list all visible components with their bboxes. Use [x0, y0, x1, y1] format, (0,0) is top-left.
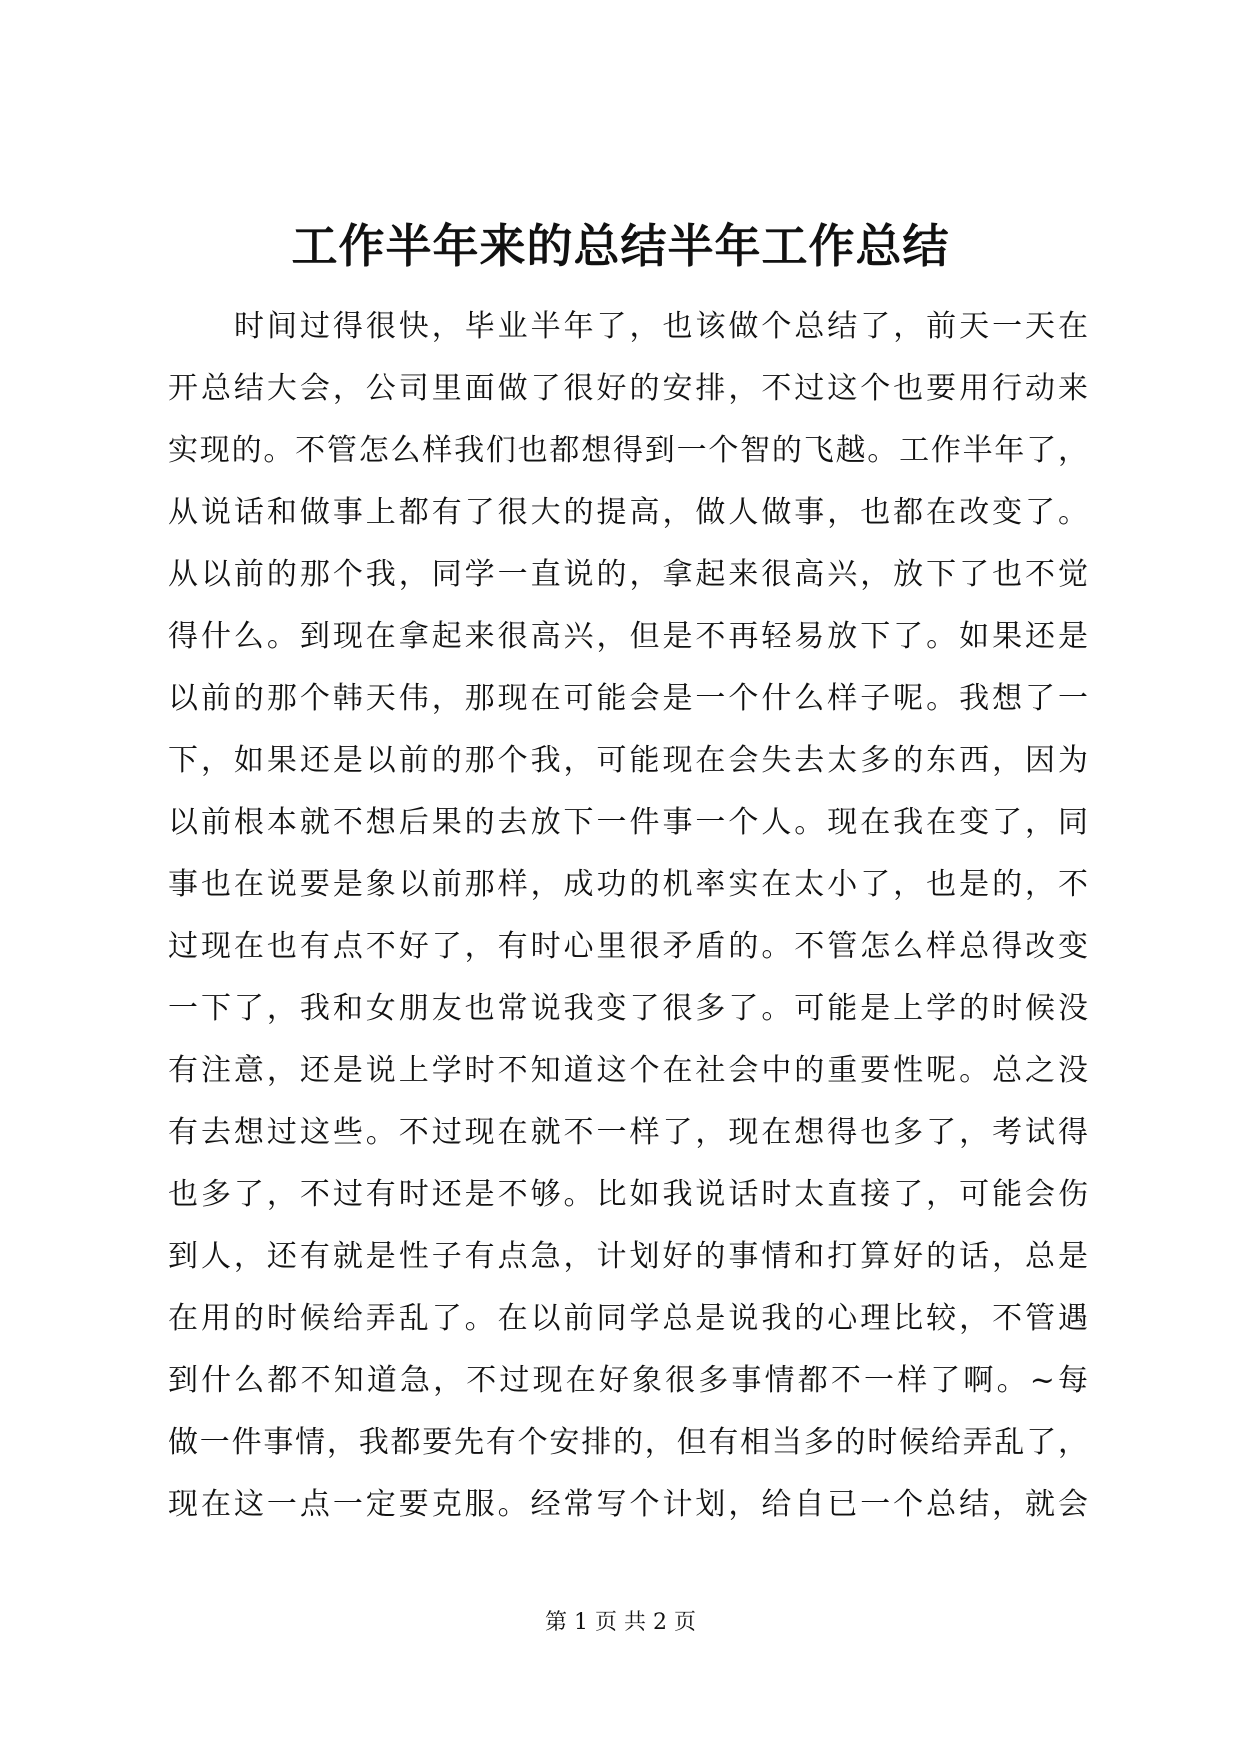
body-line: 过现在也有点不好了，有时心里很矛盾的。不管怎么样总得改变 [168, 929, 1088, 964]
body-line: 实现的。不管怎么样我们也都想得到一个智的飞越。工作半年了， [168, 433, 1088, 468]
body-line: 一下了，我和女朋友也常说我变了很多了。可能是上学的时候没 [168, 991, 1088, 1026]
body-line: 得什么。到现在拿起来很高兴，但是不再轻易放下了。如果还是 [168, 619, 1088, 654]
body-line: 下，如果还是以前的那个我，可能现在会失去太多的东西，因为 [168, 743, 1088, 778]
body-line: 也多了，不过有时还是不够。比如我说话时太直接了，可能会伤 [168, 1177, 1088, 1212]
body-line: 有注意，还是说上学时不知道这个在社会中的重要性呢。总之没 [168, 1053, 1088, 1088]
document-title: 工作半年来的总结半年工作总结 [291, 219, 950, 273]
page-footer: 第 1 页 共 2 页 [545, 1610, 696, 1635]
body-line: 到什么都不知道急，不过现在好象很多事情都不一样了啊。~每 [168, 1363, 1088, 1398]
body-line: 做一件事情，我都要先有个安排的，但有相当多的时候给弄乱了， [168, 1425, 1088, 1460]
body-line: 从以前的那个我，同学一直说的，拿起来很高兴，放下了也不觉 [168, 557, 1088, 592]
document-body [168, 296, 1088, 1536]
body-line: 以前的那个韩天伟，那现在可能会是一个什么样子呢。我想了一 [168, 681, 1088, 716]
body-line: 从说话和做事上都有了很大的提高，做人做事，也都在改变了。 [168, 495, 1088, 530]
body-line: 在用的时候给弄乱了。在以前同学总是说我的心理比较，不管遇 [168, 1301, 1088, 1336]
body-line: 开总结大会，公司里面做了很好的安排，不过这个也要用行动来 [168, 371, 1088, 406]
body-line: 到人，还有就是性子有点急，计划好的事情和打算好的话，总是 [168, 1239, 1088, 1274]
body-line: 事也在说要是象以前那样，成功的机率实在太小了，也是的，不 [168, 867, 1088, 902]
body-line: 以前根本就不想后果的去放下一件事一个人。现在我在变了，同 [168, 805, 1088, 840]
body-line: 时间过得很快，毕业半年了，也该做个总结了，前天一天在 [234, 309, 1088, 344]
body-line: 现在这一点一定要克服。经常写个计划，给自已一个总结，就会 [168, 1487, 1088, 1522]
body-line: 有去想过这些。不过现在就不一样了，现在想得也多了，考试得 [168, 1115, 1088, 1150]
